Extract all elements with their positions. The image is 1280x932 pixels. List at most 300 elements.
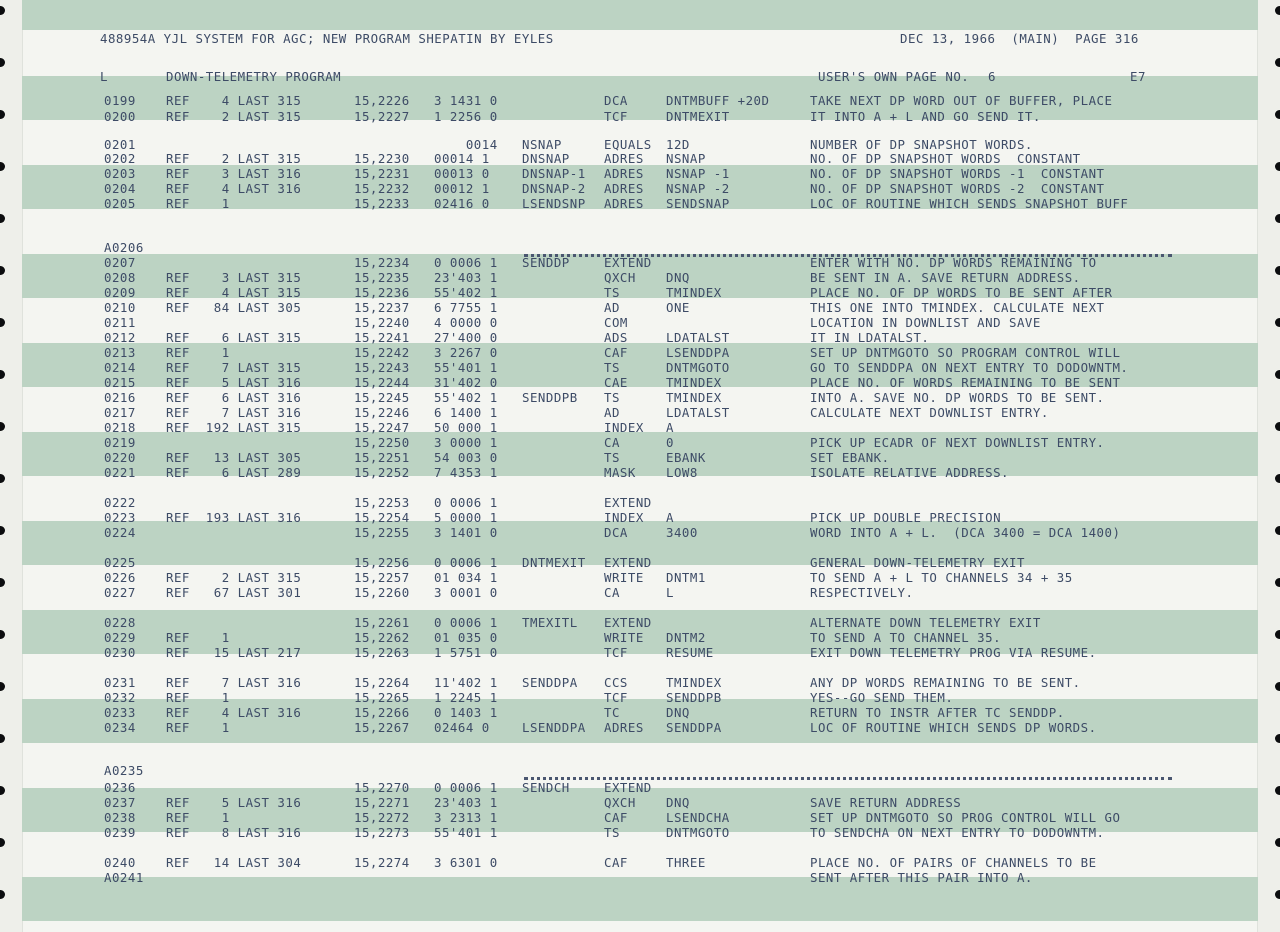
line-number: 0200 [104,109,136,124]
comment: PICK UP DOUBLE PRECISION [810,510,1002,525]
operand: THREE [666,855,706,870]
ref-column: REF 192 LAST 315 [166,420,302,435]
ref-column: REF 3 LAST 316 [166,166,302,181]
operand: DNTMBUFF +20D [666,93,770,108]
line-number: 0204 [104,181,136,196]
line-number: 0227 [104,585,136,600]
line-number: 0220 [104,450,136,465]
octal-code: 6 7755 1 [434,300,498,315]
tractor-hole-icon [0,630,5,639]
opcode: DCA [604,93,628,108]
tractor-hole-icon [0,838,5,847]
comment: GO TO SENDDPA ON NEXT ENTRY TO DODOWNTM. [810,360,1129,375]
operand: SENDDPA [666,720,722,735]
octal-code: 0 0006 1 [434,255,498,270]
comment: SET EBANK. [810,450,890,465]
operand: DNTMEXIT [666,109,730,124]
operand: LSENDDPA [666,345,730,360]
octal-code: 11'402 1 [434,675,498,690]
label: SENDCH [522,780,570,795]
opcode: QXCH [604,270,636,285]
address: 15,2264 [354,675,410,690]
opcode: WRITE [604,570,644,585]
label: SENDDP [522,255,570,270]
tractor-hole-icon [1275,682,1280,691]
tractor-hole-icon [0,422,5,431]
opcode: CA [604,435,620,450]
operand: TMINDEX [666,390,722,405]
tractor-hole-icon [1275,578,1280,587]
ref-column: REF 3 LAST 315 [166,270,302,285]
octal-code: 55'402 1 [434,390,498,405]
opcode: TCF [604,645,628,660]
tractor-hole-icon [1275,58,1280,67]
tractor-hole-icon [1275,786,1280,795]
greenbar-band [22,877,1258,921]
comment: THIS ONE INTO TMINDEX. CALCULATE NEXT [810,300,1105,315]
greenbar-band [22,0,1258,30]
tractor-hole-icon [1275,734,1280,743]
address: 15,2247 [354,420,410,435]
octal-code: 55'402 1 [434,285,498,300]
address: 15,2271 [354,795,410,810]
operand: ONE [666,300,690,315]
octal-code: 0 0006 1 [434,495,498,510]
operand: LSENDCHA [666,810,730,825]
octal-code: 4 0000 0 [434,315,498,330]
operand: NSNAP -2 [666,181,730,196]
address: 15,2246 [354,405,410,420]
comment: LOC OF ROUTINE WHICH SENDS DP WORDS. [810,720,1097,735]
comment: SET UP DNTMGOTO SO PROGRAM CONTROL WILL [810,345,1121,360]
octal-code: 6 1400 1 [434,405,498,420]
opcode: CA [604,585,620,600]
octal-code: 50 000 1 [434,420,498,435]
line-number: 0230 [104,645,136,660]
comment: RESPECTIVELY. [810,585,914,600]
tractor-hole-icon [1275,162,1280,171]
line-number: 0211 [104,315,136,330]
octal-code: 01 035 0 [434,630,498,645]
opcode: MASK [604,465,636,480]
operand: DNTMGOTO [666,360,730,375]
line-number: 0202 [104,151,136,166]
label: TMEXITL [522,615,578,630]
address: 15,2227 [354,109,410,124]
tractor-hole-icon [1275,422,1280,431]
tractor-hole-icon [1275,630,1280,639]
octal-code: 1 2245 1 [434,690,498,705]
opcode: EXTEND [604,780,652,795]
line-number: A0241 [104,870,144,885]
tractor-hole-icon [1275,890,1280,899]
octal-code: 31'402 0 [434,375,498,390]
opcode: DCA [604,525,628,540]
ref-column: REF 4 LAST 315 [166,93,302,108]
ref-column: REF 4 LAST 315 [166,285,302,300]
comment: SAVE RETURN ADDRESS [810,795,962,810]
address: 15,2236 [354,285,410,300]
line-number: 0223 [104,510,136,525]
octal-code: 54 003 0 [434,450,498,465]
line-number: 0203 [104,166,136,181]
address: 15,2263 [354,645,410,660]
right-tractor-strip [1257,0,1280,932]
tractor-hole-icon [1275,266,1280,275]
comment: SENT AFTER THIS PAIR INTO A. [810,870,1033,885]
tractor-hole-icon [1275,526,1280,535]
address: 15,2270 [354,780,410,795]
line-number: 0207 [104,255,136,270]
address: 15,2261 [354,615,410,630]
operand: RESUME [666,645,714,660]
line-number: 0218 [104,420,136,435]
address: 15,2237 [354,300,410,315]
line-number: 0236 [104,780,136,795]
address: 15,2267 [354,720,410,735]
line-number: 0238 [104,810,136,825]
opcode: ADRES [604,166,644,181]
octal-code: 3 1401 0 [434,525,498,540]
line-number: 0233 [104,705,136,720]
line-number: 0239 [104,825,136,840]
octal-code: 5 0000 1 [434,510,498,525]
ref-column: REF 2 LAST 315 [166,151,302,166]
ref-column: REF 6 LAST 315 [166,330,302,345]
octal-code: 7 4353 1 [434,465,498,480]
ref-column: REF 1 [166,690,230,705]
operand: TMINDEX [666,375,722,390]
tractor-hole-icon [1275,474,1280,483]
opcode: TS [604,450,620,465]
comment: PLACE NO. OF DP WORDS TO BE SENT AFTER [810,285,1113,300]
operand: 3400 [666,525,698,540]
ref-column: REF 5 LAST 316 [166,375,302,390]
operand: EBANK [666,450,706,465]
comment: TAKE NEXT DP WORD OUT OF BUFFER, PLACE [810,93,1113,108]
line-number: 0214 [104,360,136,375]
tractor-hole-icon [0,6,5,15]
tractor-hole-icon [1275,110,1280,119]
tractor-hole-icon [0,890,5,899]
line-number: A0235 [104,763,144,778]
octal-code: 0 0006 1 [434,615,498,630]
ref-column: REF 2 LAST 315 [166,109,302,124]
line-number: 0217 [104,405,136,420]
address: 15,2226 [354,93,410,108]
label: DNSNAP-2 [522,181,586,196]
comment: PLACE NO. OF WORDS REMAINING TO BE SENT [810,375,1121,390]
line-number: 0208 [104,270,136,285]
tractor-hole-icon [0,786,5,795]
operand: DNQ [666,795,690,810]
comment: NUMBER OF DP SNAPSHOT WORDS. [810,137,1033,152]
line-number: 0215 [104,375,136,390]
octal-code: 23'403 1 [434,270,498,285]
line-number: 0222 [104,495,136,510]
address: 15,2245 [354,390,410,405]
tractor-hole-icon [0,526,5,535]
subheader-col1: L [100,69,108,84]
address: 15,2233 [354,196,410,211]
ref-column: REF 1 [166,630,230,645]
address: 15,2273 [354,825,410,840]
line-number: 0219 [104,435,136,450]
line-number: 0228 [104,615,136,630]
address: 15,2234 [354,255,410,270]
comment: PLACE NO. OF PAIRS OF CHANNELS TO BE [810,855,1097,870]
octal-code: 3 2313 1 [434,810,498,825]
octal-code: 00014 1 [434,151,490,166]
line-number: 0226 [104,570,136,585]
operand: A [666,420,674,435]
opcode: TS [604,825,620,840]
comment: BE SENT IN A. SAVE RETURN ADDRESS. [810,270,1081,285]
ref-column: REF 1 [166,720,230,735]
operand: L [666,585,674,600]
operand: NSNAP [666,151,706,166]
line-number: 0213 [104,345,136,360]
address: 15,2251 [354,450,410,465]
line-number: 0221 [104,465,136,480]
opcode: AD [604,405,620,420]
octal-code: 1 5751 0 [434,645,498,660]
left-tractor-strip [0,0,23,932]
ref-column: REF 15 LAST 217 [166,645,302,660]
line-number: 0225 [104,555,136,570]
opcode: TCF [604,109,628,124]
tractor-hole-icon [0,682,5,691]
label: DNTMEXIT [522,555,586,570]
octal-code: 55'401 1 [434,360,498,375]
opcode: CAF [604,810,628,825]
opcode: INDEX [604,510,644,525]
operand: TMINDEX [666,285,722,300]
comment: NO. OF DP SNAPSHOT WORDS -1 CONSTANT [810,166,1105,181]
label: LSENDDPA [522,720,586,735]
comment: PICK UP ECADR OF NEXT DOWNLIST ENTRY. [810,435,1105,450]
operand: SENDSNAP [666,196,730,211]
ref-column: REF 67 LAST 301 [166,585,302,600]
operand: DNTM2 [666,630,706,645]
operand: NSNAP -1 [666,166,730,181]
comment: ANY DP WORDS REMAINING TO BE SENT. [810,675,1081,690]
opcode: EXTEND [604,255,652,270]
comment: TO SEND A TO CHANNEL 35. [810,630,1002,645]
octal-code: 3 6301 0 [434,855,498,870]
address: 15,2257 [354,570,410,585]
comment: ALTERNATE DOWN TELEMETRY EXIT [810,615,1041,630]
ref-column: REF 1 [166,345,230,360]
tractor-hole-icon [1275,214,1280,223]
operand: LDATALST [666,330,730,345]
opcode: EXTEND [604,495,652,510]
label: DNSNAP-1 [522,166,586,181]
address: 15,2230 [354,151,410,166]
octal-code: 3 2267 0 [434,345,498,360]
comment: EXIT DOWN TELEMETRY PROG VIA RESUME. [810,645,1097,660]
octal-code: 3 1431 0 [434,93,498,108]
ref-column: REF 13 LAST 305 [166,450,302,465]
comment: ENTER WITH NO. DP WORDS REMAINING TO [810,255,1097,270]
comment: IT IN LDATALST. [810,330,930,345]
address: 15,2253 [354,495,410,510]
operand: SENDDPB [666,690,722,705]
octal-code: 00012 1 [434,181,490,196]
address: 15,2255 [354,525,410,540]
ref-column: REF 193 LAST 316 [166,510,302,525]
tractor-hole-icon [0,266,5,275]
line-number: 0199 [104,93,136,108]
comment: YES--GO SEND THEM. [810,690,954,705]
address: 15,2256 [354,555,410,570]
label: LSENDSNP [522,196,586,211]
opcode: TS [604,360,620,375]
program-title: DOWN-TELEMETRY PROGRAM [166,69,342,84]
line-number: 0216 [104,390,136,405]
comment: TO SENDCHA ON NEXT ENTRY TO DODOWNTM. [810,825,1105,840]
address: 15,2232 [354,181,410,196]
opcode: QXCH [604,795,636,810]
octal-code: 02416 0 [434,196,490,211]
address: 15,2241 [354,330,410,345]
ref-column: REF 14 LAST 304 [166,855,302,870]
address: 15,2242 [354,345,410,360]
operand: DNQ [666,705,690,720]
line-number: 0237 [104,795,136,810]
opcode: WRITE [604,630,644,645]
tractor-hole-icon [0,58,5,67]
comment: ISOLATE RELATIVE ADDRESS. [810,465,1009,480]
address: 15,2262 [354,630,410,645]
octal-code: 00013 0 [434,166,490,181]
address: 15,2260 [354,585,410,600]
operand: TMINDEX [666,675,722,690]
opcode: CCS [604,675,628,690]
ref-column: REF 4 LAST 316 [166,705,302,720]
octal-code: 3 0000 1 [434,435,498,450]
line-number: A0206 [104,240,144,255]
octal-code: 0 0006 1 [434,780,498,795]
octal-code: 0014 [434,137,498,152]
tractor-hole-icon [0,734,5,743]
opcode: ADRES [604,151,644,166]
ref-column: REF 8 LAST 316 [166,825,302,840]
opcode: TC [604,705,620,720]
octal-code: 0 1403 1 [434,705,498,720]
ref-column: REF 1 [166,196,230,211]
comment: TO SEND A + L TO CHANNELS 34 + 35 [810,570,1073,585]
operand: 0 [666,435,674,450]
line-number: 0229 [104,630,136,645]
opcode: TCF [604,690,628,705]
label: SENDDPA [522,675,578,690]
ref-column: REF 7 LAST 316 [166,405,302,420]
octal-code: 0 0006 1 [434,555,498,570]
address: 15,2244 [354,375,410,390]
opcode: ADRES [604,181,644,196]
operand: DNTMGOTO [666,825,730,840]
user-page-number: 6 [988,69,996,84]
opcode: INDEX [604,420,644,435]
octal-code: 3 0001 0 [434,585,498,600]
comment: WORD INTO A + L. (DCA 3400 = DCA 1400) [810,525,1121,540]
opcode: TS [604,285,620,300]
comment: NO. OF DP SNAPSHOT WORDS -2 CONSTANT [810,181,1105,196]
line-number: 0231 [104,675,136,690]
operand: A [666,510,674,525]
opcode: COM [604,315,628,330]
opcode: TS [604,390,620,405]
label: NSNAP [522,137,562,152]
ref-column: REF 6 LAST 289 [166,465,302,480]
opcode: CAE [604,375,628,390]
address: 15,2254 [354,510,410,525]
opcode: CAF [604,855,628,870]
octal-code: 1 2256 0 [434,109,498,124]
address: 15,2231 [354,166,410,181]
comment: INTO A. SAVE NO. DP WORDS TO BE SENT. [810,390,1105,405]
line-number: 0209 [104,285,136,300]
tractor-hole-icon [0,474,5,483]
address: 15,2243 [354,360,410,375]
opcode: EXTEND [604,615,652,630]
ref-column: REF 84 LAST 305 [166,300,302,315]
opcode: CAF [604,345,628,360]
opcode: ADRES [604,720,644,735]
comment: LOC OF ROUTINE WHICH SENDS SNAPSHOT BUFF [810,196,1129,211]
operand: LOW8 [666,465,698,480]
comment: SET UP DNTMGOTO SO PROG CONTROL WILL GO [810,810,1121,825]
ref-column: REF 7 LAST 316 [166,675,302,690]
address: 15,2266 [354,705,410,720]
listing-header-right: DEC 13, 1966 (MAIN) PAGE 316 [900,31,1139,46]
page-code: E7 [1130,69,1146,84]
line-number: 0201 [104,137,136,152]
label: DNSNAP [522,151,570,166]
ref-column: REF 6 LAST 316 [166,390,302,405]
line-number: 0232 [104,690,136,705]
address: 15,2272 [354,810,410,825]
line-number: 0224 [104,525,136,540]
ref-column: REF 5 LAST 316 [166,795,302,810]
octal-code: 23'403 1 [434,795,498,810]
ref-column: REF 7 LAST 315 [166,360,302,375]
comment: GENERAL DOWN-TELEMETRY EXIT [810,555,1025,570]
opcode: EXTEND [604,555,652,570]
line-number: 0240 [104,855,136,870]
tractor-hole-icon [0,370,5,379]
tractor-hole-icon [1275,6,1280,15]
comment: IT INTO A + L AND GO SEND IT. [810,109,1041,124]
tractor-hole-icon [0,162,5,171]
operand: DNQ [666,270,690,285]
comment: RETURN TO INSTR AFTER TC SENDDP. [810,705,1065,720]
address: 15,2252 [354,465,410,480]
octal-code: 55'401 1 [434,825,498,840]
tractor-hole-icon [0,578,5,587]
operand: 12D [666,137,690,152]
opcode: EQUALS [604,137,652,152]
octal-code: 02464 0 [434,720,490,735]
ref-column: REF 2 LAST 315 [166,570,302,585]
ref-column: REF 1 [166,810,230,825]
label: SENDDPB [522,390,578,405]
tractor-hole-icon [0,110,5,119]
address: 15,2274 [354,855,410,870]
octal-code: 01 034 1 [434,570,498,585]
comment: NO. OF DP SNAPSHOT WORDS CONSTANT [810,151,1081,166]
